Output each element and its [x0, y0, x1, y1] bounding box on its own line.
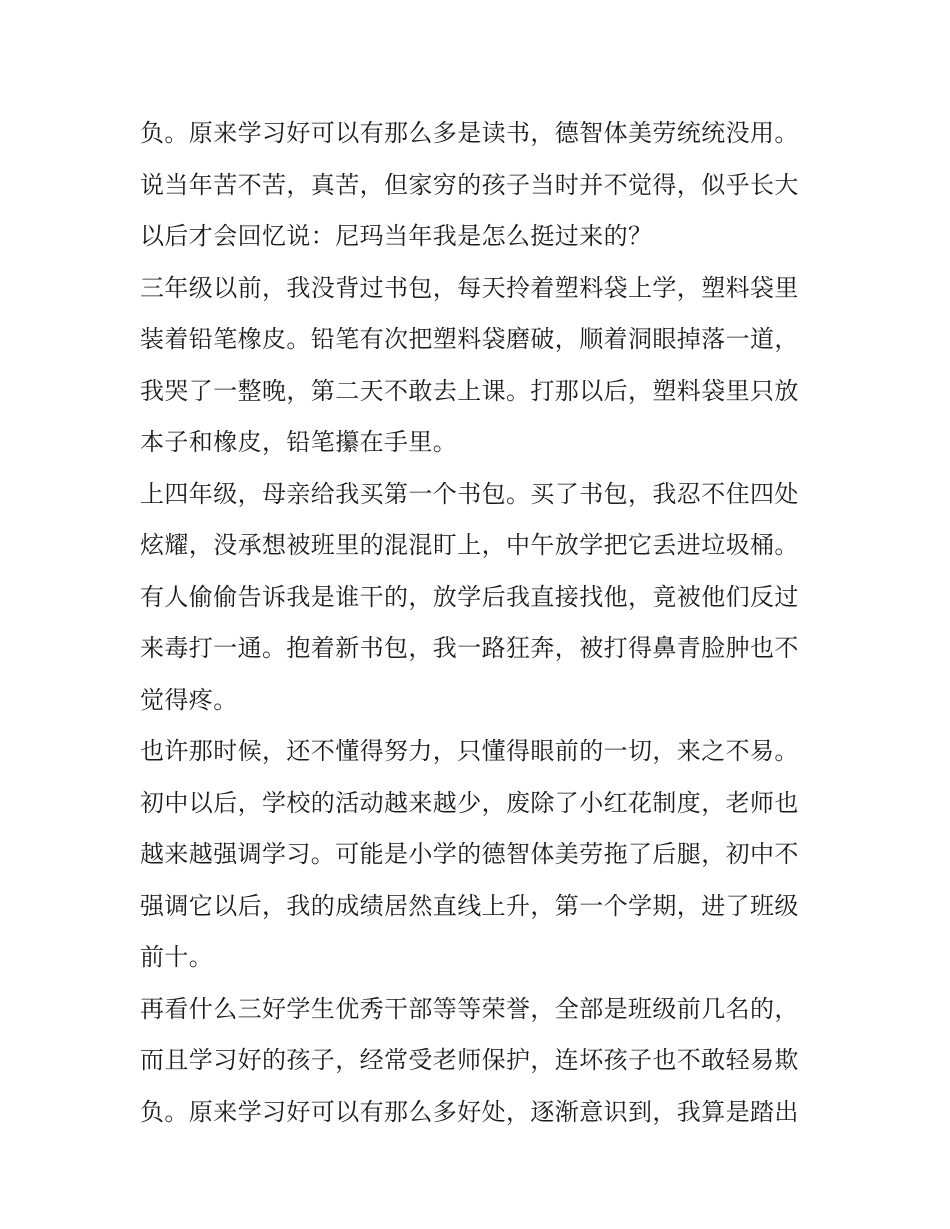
text-line: 三年级以前，我没背过书包，每天拎着塑料袋上学，塑料袋里	[140, 273, 799, 302]
text-line: 负。原来学习好可以有那么多好处，逐渐意识到，我算是踏出	[140, 1097, 799, 1126]
text-line: 觉得疼。	[140, 685, 238, 714]
text-line: 也许那时候，还不懂得努力，只懂得眼前的一切，来之不易。	[140, 737, 799, 765]
text-line: 越来越强调学习。可能是小学的德智体美劳拖了后腿，初中不	[140, 840, 799, 868]
document-body	[140, 108, 820, 1138]
text-line: 说当年苦不苦，真苦，但家穷的孩子当时并不觉得，似乎长大	[140, 170, 799, 199]
text-line: 装着铅笔橡皮。铅笔有次把塑料袋磨破，顺着洞眼掉落一道，	[140, 325, 799, 353]
text-line: 本子和橡皮，铅笔攥在手里。	[140, 428, 458, 456]
text-line: 再看什么三好学生优秀干部等等荣誉，全部是班级前几名的，	[140, 994, 799, 1023]
text-line: 前十。	[140, 943, 214, 971]
text-line: 有人偷偷告诉我是谁干的，放学后我直接找他，竟被他们反过	[140, 582, 799, 611]
text-line: 来毒打一通。抱着新书包，我一路狂奔，被打得鼻青脸肿也不	[140, 634, 799, 662]
text-line: 以后才会回忆说：尼玛当年我是怎么挺过来的？	[140, 222, 653, 250]
text-line: 而且学习好的孩子，经常受老师保护，连坏孩子也不敢轻易欺	[140, 1046, 799, 1074]
text-line: 负。原来学习好可以有那么多是读书，德智体美劳统统没用。	[140, 119, 799, 147]
text-line: 炫耀，没承想被班里的混混盯上，中午放学把它丢进垃圾桶。	[140, 531, 799, 559]
text-line: 初中以后，学校的活动越来越少，废除了小红花制度，老师也	[140, 788, 799, 817]
text-line: 上四年级，母亲给我买第一个书包。买了书包，我忍不住四处	[140, 479, 799, 508]
text-line: 强调它以后，我的成绩居然直线上升，第一个学期，进了班级	[140, 891, 799, 920]
text-line: 我哭了一整晚，第二天不敢去上课。打那以后，塑料袋里只放	[140, 376, 799, 405]
